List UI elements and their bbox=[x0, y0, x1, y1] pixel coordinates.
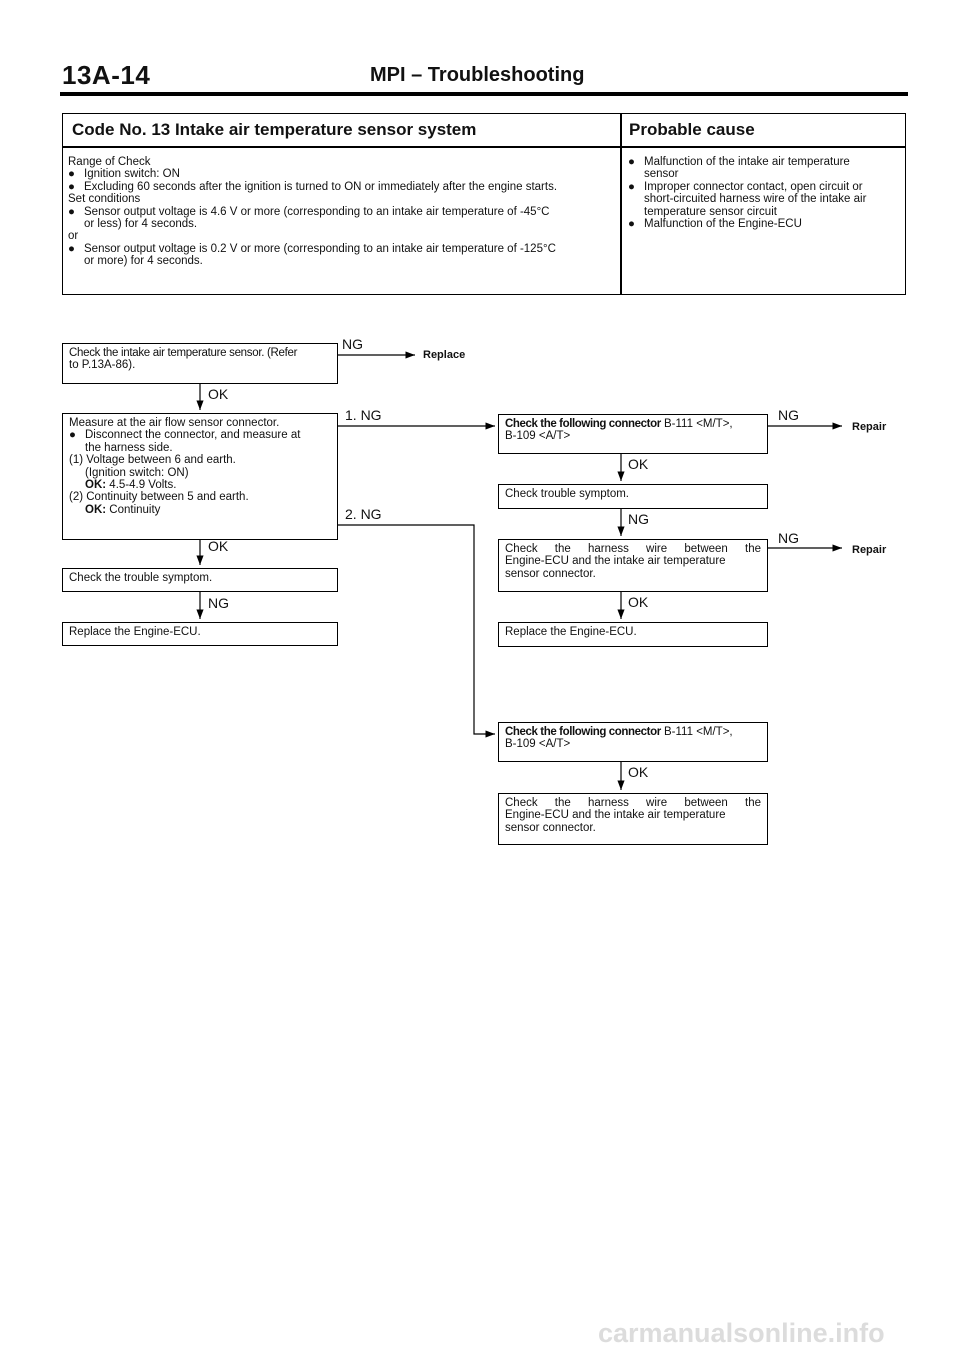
check-trouble-symptom-step: Check the trouble symptom. bbox=[62, 568, 338, 592]
check-connector-step: Check the following connector B-111 <M/T>, B-109 <A/T> bbox=[498, 414, 768, 454]
replace-ecu-step: Replace the Engine-ECU. bbox=[498, 622, 768, 647]
check-harness-wire-step: Check the harness wire between the Engine-ECU and the intake air temperature sensor connector. bbox=[498, 793, 768, 845]
page-title: MPI – Troubleshooting bbox=[370, 64, 585, 86]
repair-result: Repair bbox=[852, 421, 887, 433]
check-connector-step: Check the following connector B-111 <M/T>, B-109 <A/T> bbox=[498, 722, 768, 762]
check-trouble-symptom-step: Check trouble symptom. bbox=[498, 484, 768, 509]
ok-label: OK bbox=[628, 764, 649, 780]
set-heading: Set conditions bbox=[68, 193, 141, 206]
ng2-label: 2. NG bbox=[345, 506, 382, 522]
check-conditions: Range of Check ● Ignition switch: ON ● Excluding 60 seconds after the ignition is turned to ON or immediately after the engine starts. Set conditions ● Sensor output voltage is 4.6 V or more (corresponding to an intake air temperature of -45°C or less) for 4 seconds. or ● Sensor output voltage is 0.2 V or more (corresponding to an intake air temperature of -125°C or more) for 4 seconds. bbox=[68, 156, 558, 268]
range-item: ● Ignition switch: ON bbox=[68, 168, 180, 181]
set-item: ● Sensor output voltage is 4.6 V or more (corresponding to an intake air temperature of -45°C bbox=[68, 205, 550, 218]
range-heading: Range of Check bbox=[68, 156, 151, 168]
set-item: ● Sensor output voltage is 0.2 V or more (corresponding to an intake air temperature of -125°C bbox=[68, 242, 556, 255]
ng-label: NG bbox=[208, 595, 229, 611]
measure-air-flow-connector-step: Measure at the air flow sensor connector. ● Disconnect the connector, and measure at the harness side. (1) Voltage between 6 and earth. (Ignition switch: ON) OK: 4.5-4.9 Volts. (2) Continuity between 5 and earth. OK: Continuity bbox=[62, 413, 338, 540]
ok-label: OK bbox=[628, 456, 649, 472]
repair-result: Repair bbox=[852, 544, 887, 556]
ok-label: OK bbox=[208, 538, 229, 554]
range-item: ● Excluding 60 seconds after the ignition is turned to ON or immediately after the engine starts. bbox=[68, 180, 558, 193]
check-harness-wire-step: Check the harness wire between the Engine-ECU and the intake air temperature sensor connector. bbox=[498, 539, 768, 592]
ok-label: OK bbox=[208, 386, 229, 402]
ng-label: NG bbox=[628, 511, 649, 527]
page-number: 13A-14 bbox=[62, 60, 151, 90]
cause-item: ● Malfunction of the intake air temperature bbox=[628, 156, 850, 168]
ng1-label: 1. NG bbox=[345, 407, 382, 423]
ng-label: NG bbox=[778, 407, 799, 423]
ng-label: NG bbox=[778, 530, 799, 546]
table-col2-title: Probable cause bbox=[629, 120, 755, 139]
cause-item: ● Malfunction of the Engine-ECU bbox=[628, 218, 802, 231]
watermark-text: carmanualsonline.info bbox=[598, 1318, 885, 1348]
cause-item: ● Improper connector contact, open circuit or bbox=[628, 180, 863, 193]
table-col1-title: Code No. 13 Intake air temperature sensor system bbox=[72, 120, 477, 139]
or-text: or bbox=[68, 230, 79, 243]
ng-label: NG bbox=[342, 336, 363, 352]
replace-ecu-step: Replace the Engine-ECU. bbox=[62, 622, 338, 646]
check-intake-sensor-step: Check the intake air temperature sensor. (Refer to P.13A-86). bbox=[62, 343, 338, 384]
ok-label: OK bbox=[628, 594, 649, 610]
replace-result: Replace bbox=[423, 349, 466, 361]
probable-causes: ● Malfunction of the intake air temperature sensor ● Improper connector contact, open circuit or short-circuited harness wire of the intake air temperature sensor circuit ● Malfunction of the Engine-ECU bbox=[628, 156, 867, 231]
